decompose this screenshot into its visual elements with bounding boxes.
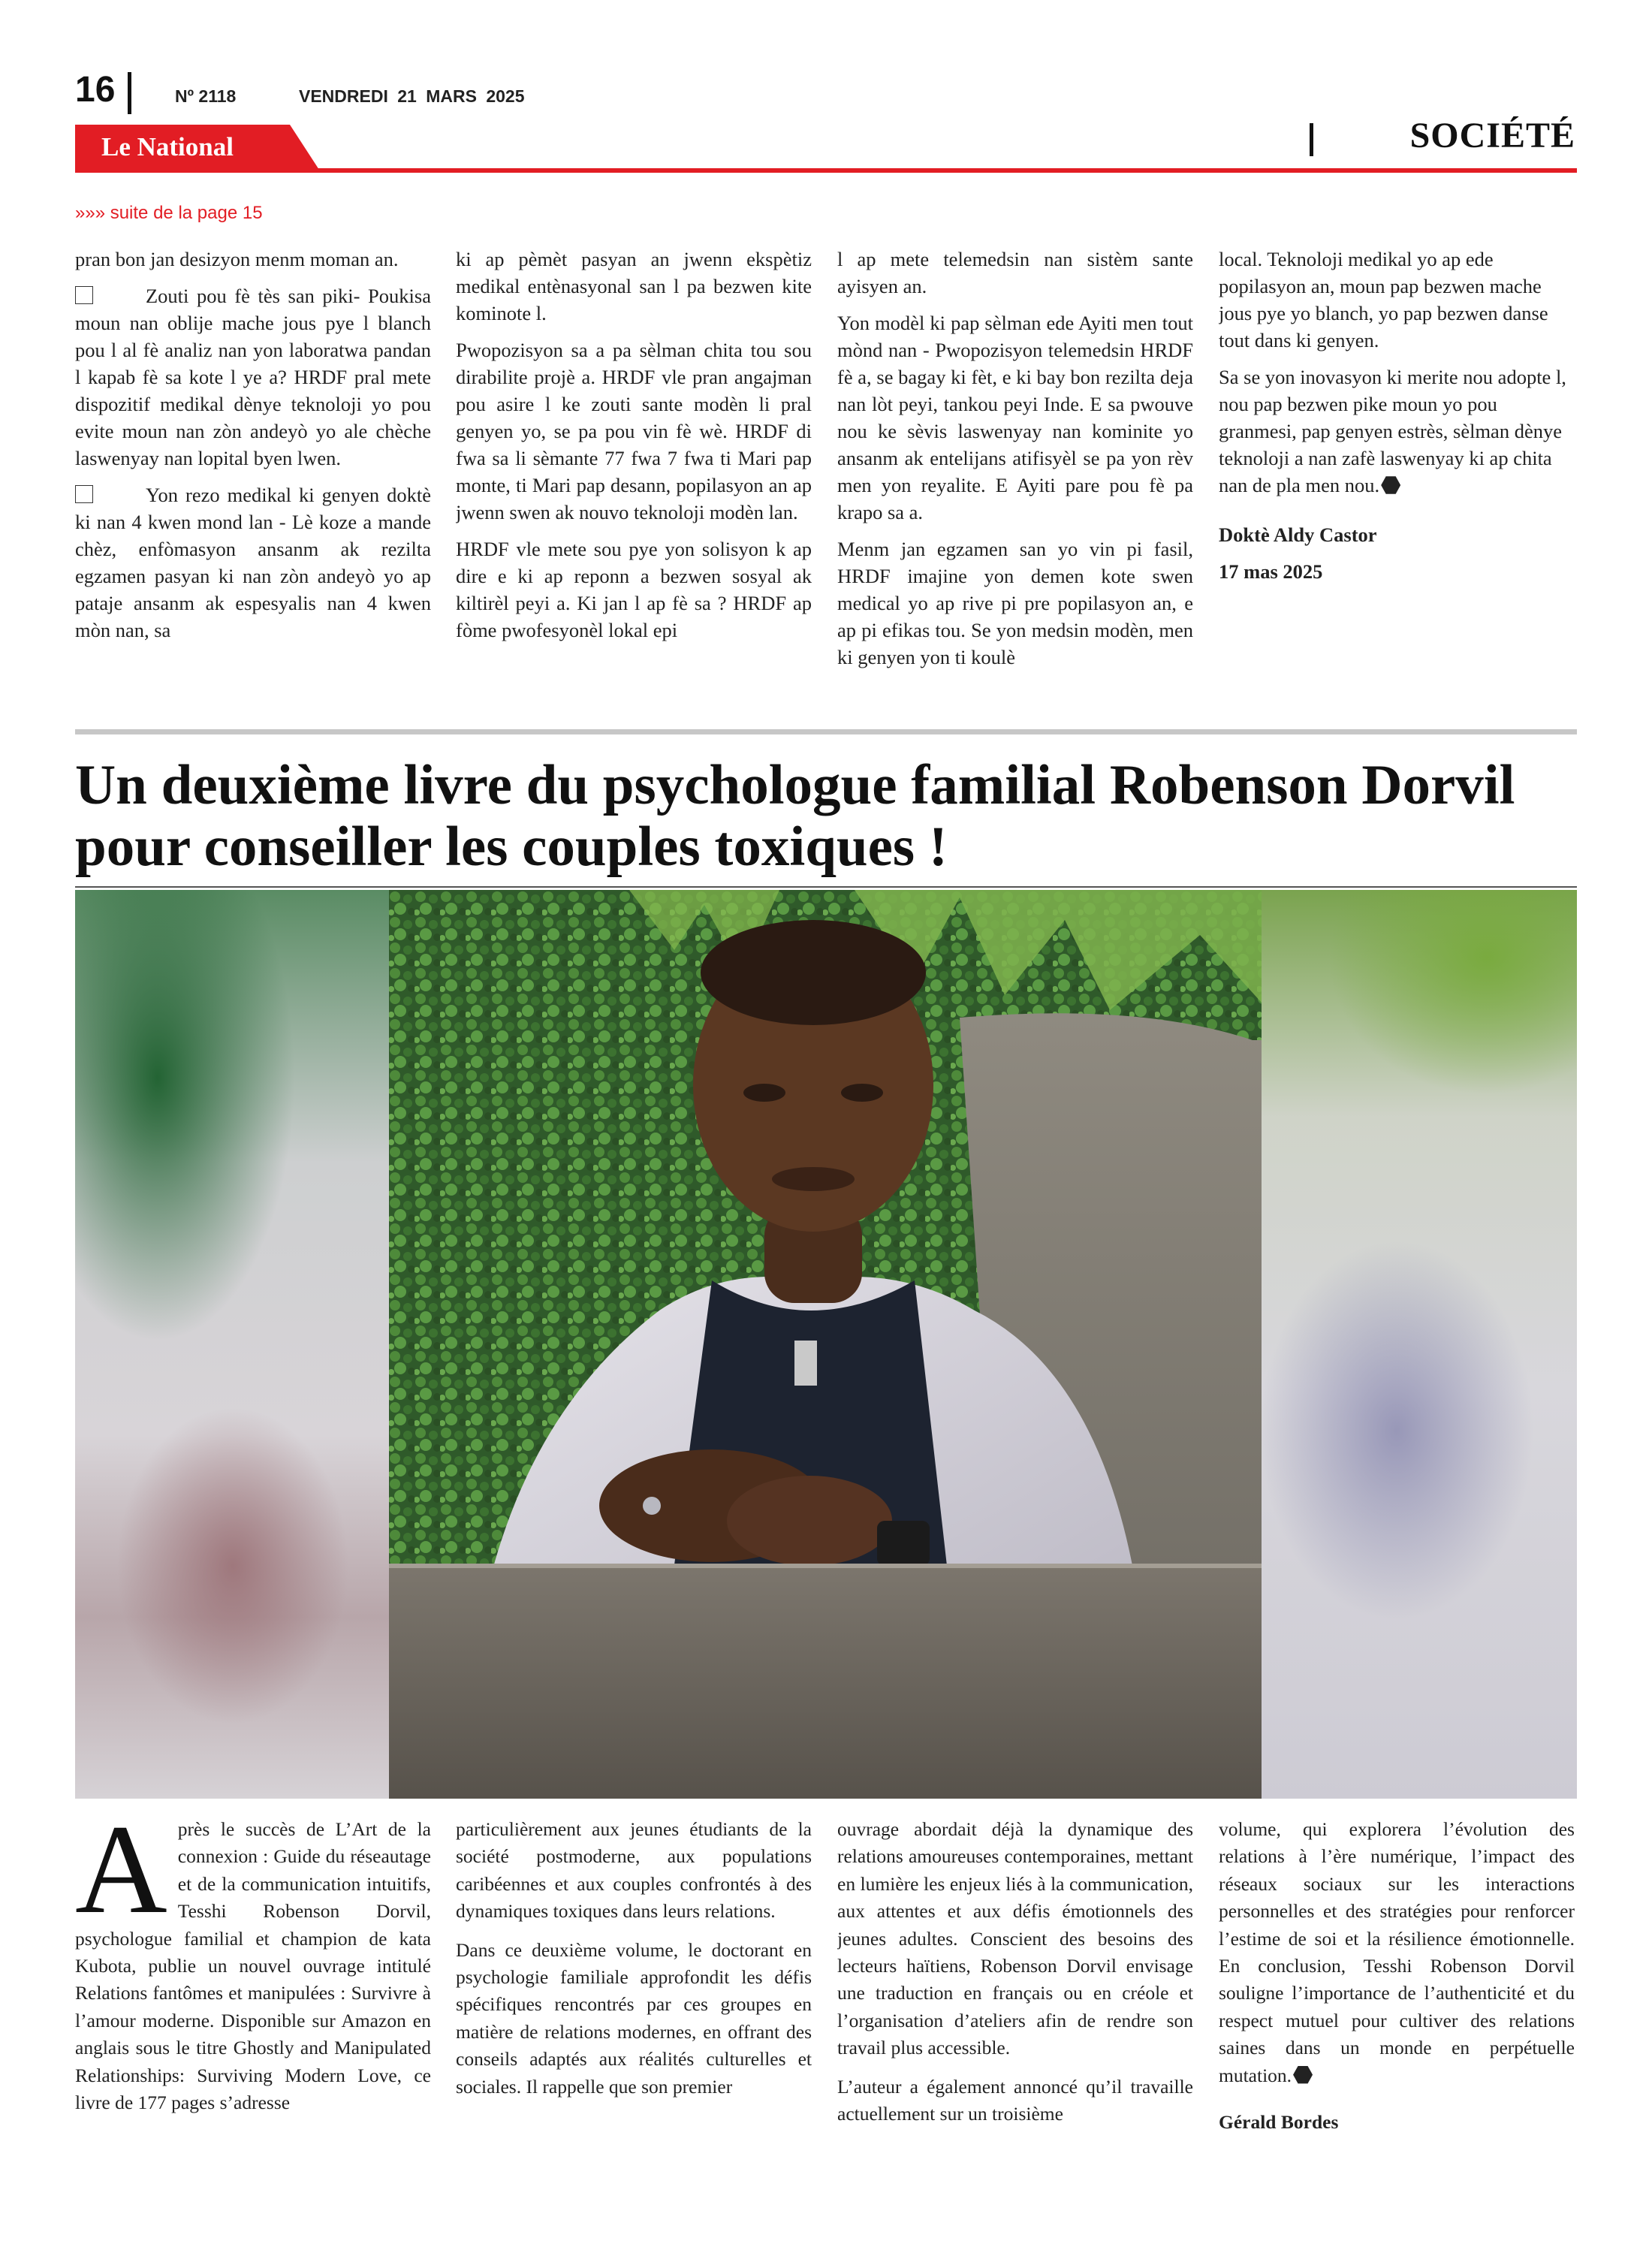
issue-date: VENDREDI 21 MARS 2025 — [299, 86, 525, 106]
page-number: 16 — [75, 70, 116, 110]
article-headline: Un deuxième livre du psychologue familial Robenson Dorvil pour conseiller les couples toxiques ! — [75, 754, 1515, 878]
article-author: Gérald Bordes — [1219, 2111, 1339, 2134]
prev-article-column-2 — [456, 246, 812, 704]
article-column-3 — [837, 1816, 1193, 2169]
prev-article-column-4 — [1219, 246, 1575, 704]
portrait-photo — [389, 890, 1262, 1799]
paragraph: ouvrage abordait déjà la dynamique des relations amoureuses contemporaines, mettant en lumière les enjeux liés à la communication, aux attentes et aux défis émotionnels des jeunes adultes. Conscient des besoins des lecteurs haïtiens, Robenson Dorvil envisage une traduction en français ou en créole et l’organisation d’ateliers afin de rendre son travail plus accessible. — [837, 1818, 1193, 2059]
missing-glyph-icon — [75, 485, 93, 503]
paragraph: Yon modèl ki pap sèlman ede Ayiti men tout mònd nan - Pwopozisyon telemedsin HRDF fè a, se bagay ki fèt, e ki bay bon rezilta deja nan lòt peyi, tankou peyi Inde. E sa pwouve nou ke sèvis laswenyay nan kominite yo ansanm ak entelijans atifisyèl se pa yon rèv men yon reyalite. E Ayiti pare pou fè pa krapo sa a. — [837, 312, 1193, 523]
paragraph — [75, 282, 431, 472]
signature-date: 17 mas 2025 — [1219, 560, 1323, 583]
headline-rule — [75, 886, 1577, 888]
issue-number: Nº 2118 — [175, 86, 237, 106]
paragraph: Menm jan egzamen san yo vin pi fasil, HRDF imajine yon demen kote swen medical yo ap rive pi pre popilasyon an, e ap pi efikas tou. Se yon medsin modèn, men ki genyen yon ti koulè — [837, 538, 1193, 668]
paragraph: Pwopozisyon sa a pa sèlman chita tou sou dirabilite projè a. HRDF vle pran angajman pou asire l ke zouti sante modèn li pral genyen yo, se pa pou vin fè wè. HRDF di fwa sa li sèmante 77 fwa 7 fwa ti Mari pap monte, ti Mari pap desann, popilasyon an ap jwenn swen ak nouvo teknoloji modèn lan. — [456, 339, 812, 523]
paragraph-text: Sa se yon inovasyon ki merite nou adopte l, nou pap bezwen pike moun yo pou granmesi, pap genyen estrès, sèlman dènye teknoloji a nan zafè laswenyay ki ap chita nan de pla men nou. — [1219, 366, 1566, 496]
paragraph: HRDF vle mete sou pye yon solisyon k ap dire e ki ap reponn a bezwen sosyal ak kiltirèl peyi a. Ki jan l ap fè sa ? HRDF ap fòme pwofesyonèl lokal epi — [456, 538, 812, 641]
paragraph — [1219, 363, 1575, 499]
photo-blur-right — [1262, 890, 1577, 1799]
paragraph-text: Yon rezo medikal ki genyen doktè ki nan 4 kwen mond lan - Lè koze a mande chèz, enfòmasyon ansanm ak rezilta egzamen pasyan ki nan zòn andeyò yo ap pataje ansanm ak espesyalis nan 4 kwen mòn nan, sa — [75, 484, 431, 641]
photo-blur-left — [75, 890, 389, 1799]
article-column-1 — [75, 1816, 431, 2169]
section-title: SOCIÉTÉ — [1409, 116, 1575, 155]
page-number-divider — [128, 72, 131, 114]
section-divider — [1310, 123, 1313, 156]
paragraph: ki ap pèmèt pasyan an jwenn ekspètiz medikal entènasyonal san l pa bezwen kite kominote l. — [456, 248, 812, 324]
paragraph — [75, 1816, 431, 2116]
paragraph: L’auteur a également annoncé qu’il travaille actuellement sur un troisième — [837, 2075, 1193, 2125]
article-separator — [75, 729, 1577, 734]
paragraph: l ap mete telemedsin nan sistèm sante ayisyen an. — [837, 248, 1193, 297]
end-mark-icon — [1293, 2065, 1313, 2085]
paragraph — [75, 481, 431, 644]
continued-from: »»» suite de la page 15 — [75, 203, 263, 223]
missing-glyph-icon — [75, 286, 93, 304]
paragraph: particulièrement aux jeunes étudiants de la société postmoderne, aux populations caribéennes et aux couples confrontés à des dynamiques toxiques dans leurs relations. — [456, 1818, 812, 1923]
header-rule — [75, 168, 1577, 173]
signature-name: Doktè Aldy Castor — [1219, 523, 1377, 546]
prev-article-column-1 — [75, 246, 431, 704]
paragraph: local. Teknoloji medikal yo ap ede popilasyon an, moun pap bezwen mache jous pye yo blanch, yo pap bezwen danse tout dans ki genyen. — [1219, 248, 1548, 351]
end-mark-icon — [1381, 475, 1400, 495]
brand-logo: Le National — [101, 132, 234, 161]
article-column-2 — [456, 1816, 812, 2169]
paragraph: pran bon jan desizyon menm moman an. — [75, 248, 399, 270]
paragraph-text: volume, qui explorera l’évolution des relations à l’ère numérique, l’impact des réseaux sociaux sur les interactions personnelles et des stratégies pour renforcer l’estime de soi et la résilience émotionnelle. En conclusion, Tesshi Robenson Dorvil souligne l’importance de l’authenticité et du respect mutuel pour cultiver des relations saines dans un monde en perpétuelle mutation. — [1219, 1818, 1575, 2086]
paragraph — [1219, 1816, 1575, 2089]
article-photo — [75, 890, 1577, 1799]
paragraph: Dans ce deuxième volume, le doctorant en psychologie familiale approfondit les défis spécifiques rencontrés par ces groupes en matière de relations modernes, en offrant des conseils adaptés aux réalités culturelles et sociales. Il rappelle que son premier — [456, 1938, 812, 2098]
paragraph-text: près le succès de L’Art de la connexion : Guide du réseautage et de la communication intuitifs, Tesshi Robenson Dorvil, psychologue familial et champion de kata Kubota, publie un nouvel ouvrage intitulé Relations fantômes et manipulées : Survivre à l’amour moderne. Disponible sur Amazon en anglais sous le titre Ghostly and Manipulated Relationships: Surviving Modern Love, ce livre de 177 pages s’adresse — [75, 1818, 431, 2114]
drop-cap: A — [75, 1816, 167, 1940]
paragraph-text: Zouti pou fè tès san piki- Poukisa moun nan oblije mache jous pye l blanch pou l al fè analiz nan yon laboratwa pandan l kapab fè sa kote l ye a? HRDF pral mete dispozitif medikal dènye teknoloji yo pou evite moun nan zòn andeyò yo ale chèche laswenyay nan lopital byen lwen. — [75, 285, 431, 469]
article-column-4 — [1219, 1816, 1575, 2169]
prev-article-column-3 — [837, 246, 1193, 704]
